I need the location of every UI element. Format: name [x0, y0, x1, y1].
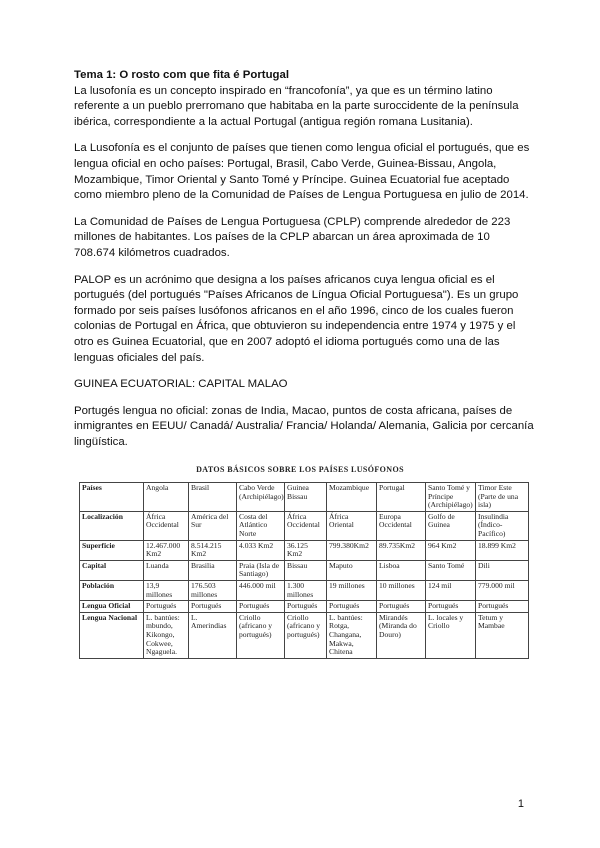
table-row [80, 540, 529, 560]
document-body [74, 68, 534, 461]
table-column-header: Angola [144, 483, 189, 512]
table-row-header: Lengua Oficial [80, 601, 144, 613]
table-cell: 4.033 Km2 [237, 540, 285, 560]
table-cell: 19 millones [327, 580, 377, 600]
table-column-header: Guinea Bissau [285, 483, 327, 512]
table-cell: Tetum y Mambae [476, 612, 529, 658]
heading-guinea-ecuatorial: GUINEA ECUATORIAL: CAPITAL MALAO [74, 378, 288, 391]
table-cell: África Occidental [285, 511, 327, 540]
table-column-header: Cabo Verde (Archipiélago) [237, 483, 285, 512]
table-cell: 779.000 mil [476, 580, 529, 600]
table-title: DATOS BÁSICOS SOBRE LOS PAÍSES LUSÓFONOS [196, 465, 404, 474]
table-cell: Santo Tomé [426, 560, 476, 580]
table-cell: L. locales y Criollo [426, 612, 476, 658]
table-column-header: Mozambique [327, 483, 377, 512]
table-column-header: Timor Este (Parte de una isla) [476, 483, 529, 512]
table-cell: Bissau [285, 560, 327, 580]
table-cell: Criollo (africano y portugués) [285, 612, 327, 658]
table-row [80, 601, 529, 613]
table-cell: L. bantúes: Rotga, Changana, Makwa, Chitena [327, 612, 377, 658]
document-title: Tema 1: O rosto com que fita é Portugal [74, 69, 289, 81]
table-cell: L. Amerindias [189, 612, 237, 658]
table-cell: África Occidental [144, 511, 189, 540]
table-cell: América del Sur [189, 511, 237, 540]
table-cell: 1.300 millones [285, 580, 327, 600]
table-cell: Costa del Atlántico Norte [237, 511, 285, 540]
table-cell: 12.467.000 Km2 [144, 540, 189, 560]
table-row-header: Localización [80, 511, 144, 540]
table-cell: 10 millones [377, 580, 426, 600]
table-cell: 799.380Km2 [327, 540, 377, 560]
table-cell: 89.735Km2 [377, 540, 426, 560]
table-cell: Portugués [476, 601, 529, 613]
table-cell: Portugués [237, 601, 285, 613]
table-cell: 36.125 Km2 [285, 540, 327, 560]
table-column-header: Santo Tomé y Príncipe (Archipiélago) [426, 483, 476, 512]
table-cell: Lisboa [377, 560, 426, 580]
table-cell: Portugués [285, 601, 327, 613]
table-cell: Portugués [426, 601, 476, 613]
table-cell: Brasilia [189, 560, 237, 580]
table-row-header: Capital [80, 560, 144, 580]
table-row [80, 560, 529, 580]
table-cell: Mirandés (Miranda do Douro) [377, 612, 426, 658]
table-cell: Europa Occidental [377, 511, 426, 540]
paragraph-non-official: Portugés lengua no oficial: zonas de India, Macao, puntos de costa africana, países de inmigrantes en EEUU/ Canadá/ Australia/ Francia/ Holanda/ Alemania, Galicia por cercanía lingüística. [74, 404, 534, 448]
table-body [80, 483, 529, 659]
table-cell: 18.899 Km2 [476, 540, 529, 560]
table-cell: Portugués [189, 601, 237, 613]
table-column-header: Brasil [189, 483, 237, 512]
table-corner-cell: Países [80, 483, 144, 512]
table-row-header: Superficie [80, 540, 144, 560]
paragraph-cplp: La Comunidad de Países de Lengua Portuguesa (CPLP) comprende alrededor de 223 millones de habitantes. Los países de la CPLP abarcan un área aproximada de 10 708.674 kilómetros cuadrados. [74, 215, 511, 259]
table-cell: L. bantúes: mbundo, Kikongo, Cokwee, Ngaguela. [144, 612, 189, 658]
table-row-header: Población [80, 580, 144, 600]
table-cell: 13,9 millones [144, 580, 189, 600]
table-cell: Insulindia (Índico-Pacífico) [476, 511, 529, 540]
table-cell: Maputo [327, 560, 377, 580]
paragraph-lusofonia-origin: La lusofonía es un concepto inspirado en “francofonía”, ya que es un término latino referente a un pueblo prerromano que habitaba en la parte suroccidente de la península ibérica, correspondiente a la actual Portugal (antigua región romana Lusitania). [74, 84, 519, 128]
table-cell: Dili [476, 560, 529, 580]
table-cell: Portugués [327, 601, 377, 613]
data-table [79, 482, 529, 659]
table-cell: 446.000 mil [237, 580, 285, 600]
table-cell: Portugués [377, 601, 426, 613]
paragraph-lusofonia-countries: La Lusofonía es el conjunto de países que tienen como lengua oficial el portugués, que es lengua oficial en ocho países: Portugal, Brasil, Cabo Verde, Guinea-Bissau, Angola, Mozambique, Timor Oriental y Santo Tomé y Príncipe. Guinea Ecuatorial fue aceptado como miembro pleno de la Comunidad de Países de Lengua Portuguesa en julio de 2014. [74, 142, 530, 202]
table-cell: África Oriental [327, 511, 377, 540]
paragraph-palop: PALOP es un acrónimo que designa a los países africanos cuya lengua oficial es el portugués (del portugués "Países Africanos de Língua Oficial Portuguesa"). Es un grupo formado por seis países lusófonos africanos en el año 1996, cinco de los cuales fueron colonias de Portugal en África, que obtuvieron su independencia entre 1974 y 1975 y el otro es Guinea Ecuatorial, que en 2007 adoptó el idioma portugués como una de las lenguas oficiales del país. [74, 273, 519, 364]
table-header-row [80, 483, 529, 512]
table-cell: Portugués [144, 601, 189, 613]
table-row [80, 511, 529, 540]
table-cell: 8.514.215 Km2 [189, 540, 237, 560]
table-cell: Luanda [144, 560, 189, 580]
table-column-header: Portugal [377, 483, 426, 512]
table-row-header: Lengua Nacional [80, 612, 144, 658]
page-number: 1 [517, 798, 524, 810]
table-cell: Criollo (africano y portugués) [237, 612, 285, 658]
table-row [80, 612, 529, 658]
table-cell: Golfo de Guinea [426, 511, 476, 540]
table-cell: Praia (Isla de Santiago) [237, 560, 285, 580]
table-row [80, 580, 529, 600]
table-cell: 964 Km2 [426, 540, 476, 560]
table-cell: 124 mil [426, 580, 476, 600]
table-cell: 176.503 millones [189, 580, 237, 600]
